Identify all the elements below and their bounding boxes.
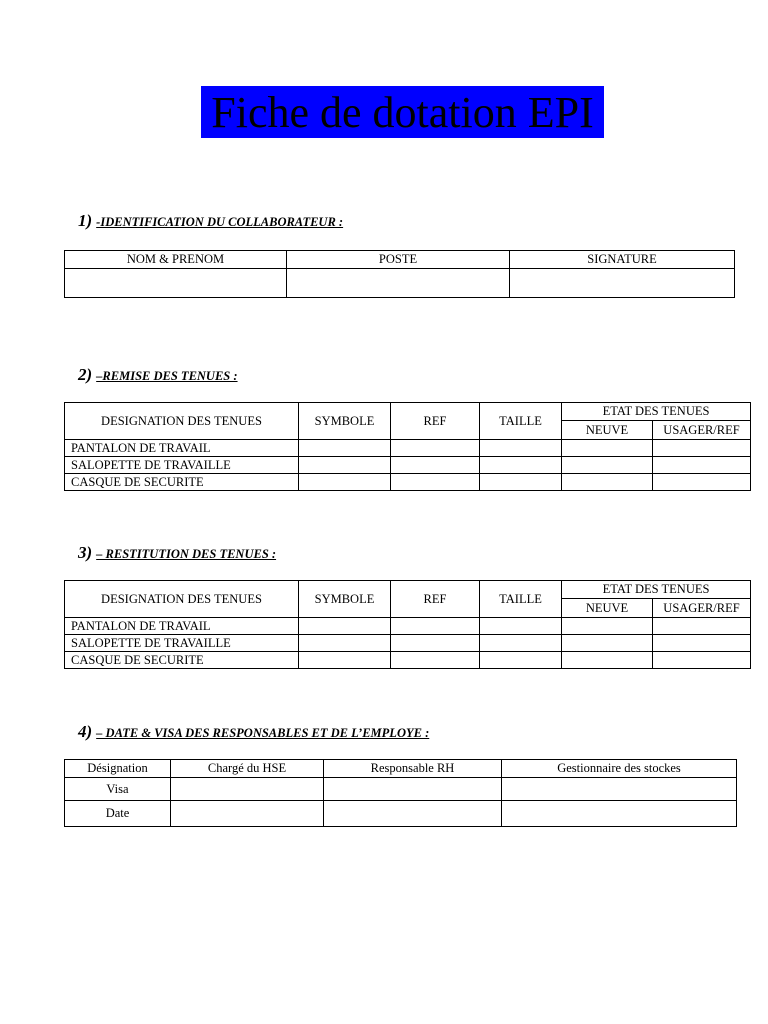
ref-cell[interactable] [391, 618, 480, 635]
neuve-cell[interactable] [562, 474, 653, 491]
section-3-heading [78, 543, 276, 563]
date-hse-cell[interactable] [171, 801, 324, 827]
col-symbole: SYMBOLE [299, 403, 391, 440]
col-signature: SIGNATURE [510, 251, 735, 269]
col-responsable-rh: Responsable RH [324, 760, 502, 778]
section-2-title: –REMISE DES TENUES : [96, 369, 238, 383]
row-label: SALOPETTE DE TRAVAILLE [65, 635, 299, 652]
document-title: Fiche de dotation EPI [201, 86, 604, 138]
neuve-cell[interactable] [562, 440, 653, 457]
restitution-table [64, 580, 751, 669]
date-rh-cell[interactable] [324, 801, 502, 827]
col-ref: REF [391, 581, 480, 618]
section-3-number: 3) [78, 543, 93, 562]
visa-stocks-cell[interactable] [502, 778, 737, 801]
section-4-heading [78, 722, 429, 742]
nom-prenom-field[interactable] [65, 269, 287, 298]
ref-cell[interactable] [391, 652, 480, 669]
row-label: PANTALON DE TRAVAIL [65, 440, 299, 457]
col-designation: DESIGNATION DES TENUES [65, 403, 299, 440]
usager-cell[interactable] [653, 652, 751, 669]
visa-rh-cell[interactable] [324, 778, 502, 801]
col-neuve: NEUVE [562, 421, 653, 440]
ref-cell[interactable] [391, 457, 480, 474]
taille-cell[interactable] [480, 474, 562, 491]
taille-cell[interactable] [480, 618, 562, 635]
row-label: PANTALON DE TRAVAIL [65, 618, 299, 635]
symbole-cell[interactable] [299, 618, 391, 635]
section-1-heading [78, 211, 343, 231]
usager-cell[interactable] [653, 457, 751, 474]
col-symbole: SYMBOLE [299, 581, 391, 618]
usager-cell[interactable] [653, 474, 751, 491]
row-visa-label: Visa [65, 778, 171, 801]
taille-cell[interactable] [480, 652, 562, 669]
neuve-cell[interactable] [562, 457, 653, 474]
remise-table [64, 402, 751, 491]
section-4-number: 4) [78, 722, 93, 741]
col-etat: ETAT DES TENUES [562, 581, 751, 599]
taille-cell[interactable] [480, 635, 562, 652]
symbole-cell[interactable] [299, 474, 391, 491]
ref-cell[interactable] [391, 440, 480, 457]
section-2-heading [78, 365, 238, 385]
usager-cell[interactable] [653, 440, 751, 457]
usager-cell[interactable] [653, 618, 751, 635]
neuve-cell[interactable] [562, 618, 653, 635]
col-poste: POSTE [287, 251, 510, 269]
col-usager: USAGER/REF [653, 599, 751, 618]
usager-cell[interactable] [653, 635, 751, 652]
col-designation: Désignation [65, 760, 171, 778]
taille-cell[interactable] [480, 440, 562, 457]
section-1-number: 1) [78, 211, 93, 230]
row-label: SALOPETTE DE TRAVAILLE [65, 457, 299, 474]
col-nom-prenom: NOM & PRENOM [65, 251, 287, 269]
col-taille: TAILLE [480, 403, 562, 440]
row-label: CASQUE DE SECURITE [65, 652, 299, 669]
ref-cell[interactable] [391, 635, 480, 652]
signature-field[interactable] [510, 269, 735, 298]
row-label: CASQUE DE SECURITE [65, 474, 299, 491]
section-4-title: – DATE & VISA DES RESPONSABLES ET DE L’EMPLOYE : [96, 726, 430, 740]
neuve-cell[interactable] [562, 652, 653, 669]
col-etat: ETAT DES TENUES [562, 403, 751, 421]
symbole-cell[interactable] [299, 635, 391, 652]
symbole-cell[interactable] [299, 440, 391, 457]
section-2-number: 2) [78, 365, 93, 384]
col-ref: REF [391, 403, 480, 440]
ref-cell[interactable] [391, 474, 480, 491]
col-designation: DESIGNATION DES TENUES [65, 581, 299, 618]
col-neuve: NEUVE [562, 599, 653, 618]
neuve-cell[interactable] [562, 635, 653, 652]
col-taille: TAILLE [480, 581, 562, 618]
section-1-title: -IDENTIFICATION DU COLLABORATEUR : [96, 215, 344, 229]
taille-cell[interactable] [480, 457, 562, 474]
symbole-cell[interactable] [299, 652, 391, 669]
col-usager: USAGER/REF [653, 421, 751, 440]
visa-hse-cell[interactable] [171, 778, 324, 801]
col-gestionnaire-stocks: Gestionnaire des stockes [502, 760, 737, 778]
symbole-cell[interactable] [299, 457, 391, 474]
date-stocks-cell[interactable] [502, 801, 737, 827]
identification-table [64, 250, 735, 298]
section-3-title: – RESTITUTION DES TENUES : [96, 547, 277, 561]
visa-table [64, 759, 737, 827]
col-charge-hse: Chargé du HSE [171, 760, 324, 778]
poste-field[interactable] [287, 269, 510, 298]
row-date-label: Date [65, 801, 171, 827]
